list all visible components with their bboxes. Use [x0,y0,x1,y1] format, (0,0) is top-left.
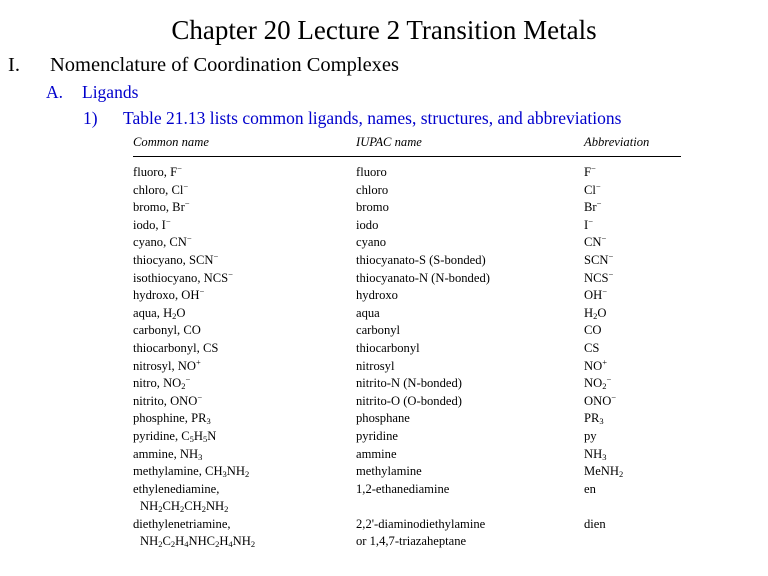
cell-abbreviation [584,463,623,481]
superscript: − [611,391,617,402]
superscript: − [601,233,607,244]
slide-title: Chapter 20 Lecture 2 Transition Metals [171,15,597,45]
formula-part: cyano, CN [133,235,187,250]
cell-abbreviation [584,287,607,305]
superscript: − [185,374,191,385]
cell-iupac-name: nitrito-O (O-bonded) [356,393,462,408]
table-row [133,305,681,323]
formula-part: CS [584,340,600,355]
cell-iupac-name: aqua [356,305,380,320]
subscript: 3 [599,416,604,427]
cell-abbreviation [584,305,606,323]
formula-part: NH [226,464,245,479]
cell-iupac-name: 1,2-ethanediamine [356,481,450,496]
formula-part: SCN [584,252,609,267]
formula-part: OH [584,288,603,303]
subscript: 3 [222,469,227,480]
formula-part: methylamine, CH [133,464,223,479]
subscript: 2 [245,469,250,480]
formula-part: I [584,217,589,232]
formula-part: NO [584,376,603,391]
formula-part: nitrito, ONO [133,393,198,408]
subscript: 2 [618,469,624,480]
table-row [133,446,681,464]
outline-level2-letter: A. [46,82,64,102]
outline-level1-number: I. [8,54,20,76]
superscript: − [606,374,612,385]
cell-iupac-name: iodo [356,217,379,232]
subscript: 2 [250,539,256,550]
cell-abbreviation [584,199,601,217]
superscript: − [213,250,219,261]
formula-part: NHC [188,534,216,549]
cell-common-name [133,164,182,182]
cell-iupac-name: thiocarbonyl [356,340,420,355]
formula-part: iodo, I [133,217,166,232]
cell-common-name [133,287,204,305]
table-row [133,463,681,481]
formula-part: fluoro, F [133,165,178,179]
cell-abbreviation [584,358,607,376]
cell-iupac-name: pyridine [356,428,398,443]
formula-part: bromo, Br [133,200,185,215]
cell-abbreviation [584,375,611,393]
subscript: 5 [189,433,194,444]
subscript: 2 [170,539,176,550]
table-row [133,375,681,393]
formula-part: H [175,534,185,549]
superscript: − [177,163,182,173]
formula-part: ethylenediamine, [133,481,220,496]
formula-part: chloro, Cl [133,182,184,197]
formula-part: hydroxo, OH [133,288,200,303]
superscript: − [595,180,601,191]
table-row [133,217,681,235]
cell-iupac-name: carbonyl [356,323,401,338]
cell-iupac-name: methylamine [356,464,422,479]
subscript: 2 [158,504,163,515]
formula-part: thiocyano, SCN [133,252,214,267]
cell-common-name [133,446,202,464]
superscript: − [183,180,189,191]
cell-common-name [133,410,211,428]
cell-abbreviation [584,270,613,288]
formula-part: O [176,305,186,320]
formula-part: thiocarbonyl, CS [133,340,219,355]
table-row [133,393,681,411]
cell-iupac-name: phosphane [356,411,410,426]
formula-part: pyridine, C [133,428,190,443]
table-row [133,164,681,182]
superscript: − [197,391,203,402]
table-row [133,498,681,516]
cell-iupac-name: ammine [356,446,397,461]
cell-iupac-name: hydroxo [356,288,398,303]
subscript: 4 [228,539,233,550]
superscript: − [596,198,602,209]
header-iupac-name: IUPAC name [356,135,422,149]
outline-level1-text: Nomenclature of Coordination Complexes [50,54,399,76]
cell-common-name [133,252,218,270]
cell-iupac-name: thiocyanato-S (S-bonded) [356,252,486,267]
formula-part: NCS [584,270,609,285]
superscript: − [199,286,205,297]
table-row [133,287,681,305]
cell-abbreviation [584,234,606,252]
cell-common-name [133,340,218,358]
subscript: 3 [198,451,203,462]
cell-common-name [133,217,171,235]
formula-part: diethylenetriamine, [133,516,231,531]
header-abbreviation: Abbreviation [584,135,650,149]
header-common-name: Common name [133,135,209,149]
formula-part: MeNH [584,464,619,479]
superscript: − [591,163,596,173]
cell-abbreviation [584,410,604,428]
table-row [133,340,681,358]
formula-part: nitrosyl, NO [133,358,196,373]
cell-abbreviation [584,481,596,499]
cell-common-name [133,322,201,340]
cell-common-name [133,305,186,323]
formula-part: F [584,165,592,179]
subscript: 3 [602,451,607,462]
formula-part: phosphine, PR [133,411,207,426]
formula-part: en [584,481,596,496]
subscript: 2 [224,504,229,515]
superscript: − [602,286,607,297]
cell-abbreviation [584,428,597,446]
formula-part: ammine, NH [133,446,199,461]
subscript: 2 [172,310,177,321]
subscript: 2 [593,310,598,321]
cell-iupac-name: bromo [356,200,389,215]
cell-abbreviation [584,393,616,411]
cell-iupac-name: nitrito-N (N-bonded) [356,376,462,391]
cell-common-name [133,463,249,481]
subscript: 2 [158,539,163,550]
header-rule [133,156,681,157]
formula-part: NH [232,534,251,549]
cell-iupac-name: cyano [356,235,387,250]
table-row [133,428,681,446]
cell-common-name [133,375,190,393]
cell-common-name [133,234,192,252]
cell-common-name [133,199,190,217]
table-row [133,358,681,376]
superscript: − [588,215,593,226]
formula-part: NH [140,534,159,549]
table-row [133,199,681,217]
formula-part: ONO [584,393,612,408]
superscript: − [184,198,190,209]
formula-part: isothiocyano, NCS [133,270,229,285]
ligand-table-header [133,133,681,155]
outline-level3-text: Table 21.13 lists common ligands, names, structures, and abbreviations [123,108,622,128]
formula-part: O [597,305,607,320]
superscript: − [608,268,614,279]
superscript: − [228,268,233,279]
cell-common-name [133,270,233,288]
formula-part: NH [140,499,159,514]
cell-iupac-name: 2,2'-diaminodiethylamine [356,516,486,531]
subscript: 4 [184,539,189,550]
formula-part: dien [584,516,606,531]
table-row [133,252,681,270]
superscript: + [195,356,201,367]
cell-abbreviation [584,164,596,182]
cell-common-name [133,182,188,200]
table-row [133,270,681,288]
subscript: 5 [203,433,208,444]
subscript: 2 [181,381,186,392]
subscript: 2 [215,539,220,550]
formula-part: NO [584,358,603,373]
table-row [133,234,681,252]
superscript: − [608,250,614,261]
formula-part: N [207,428,217,443]
formula-part: aqua, H [133,305,173,320]
cell-common-name [140,533,255,551]
cell-abbreviation [584,322,602,340]
formula-part: Cl [584,182,596,197]
formula-part: CH [162,499,180,514]
formula-part: H [584,305,594,320]
cell-iupac-name: thiocyanato-N (N-bonded) [356,270,490,285]
cell-abbreviation [584,516,606,534]
cell-abbreviation [584,252,613,270]
cell-abbreviation [584,340,599,358]
formula-part: CO [584,323,602,338]
cell-common-name [133,393,202,411]
formula-part: H [193,428,204,443]
formula-part: CN [584,235,602,250]
cell-common-name [133,428,216,446]
cell-abbreviation [584,446,606,464]
cell-iupac-name: nitrosyl [356,358,395,373]
formula-part: C [162,534,171,549]
cell-common-name [133,481,219,499]
formula-part: Br [584,200,597,215]
formula-part: NH [205,499,225,514]
formula-part: nitro, NO [133,376,182,391]
formula-part: H [219,534,229,549]
formula-part: CH [184,499,202,514]
subscript: 2 [602,381,607,392]
cell-common-name [133,516,231,534]
table-row [133,410,681,428]
subscript: 3 [206,416,211,427]
outline-level2-text: Ligands [82,82,139,102]
formula-part: py [584,428,597,443]
table-row [133,516,681,534]
table-row [133,533,681,551]
cell-iupac-name: or 1,4,7-triazaheptane [356,534,467,549]
outline-level3-number: 1) [83,108,98,128]
formula-part: carbonyl, CO [133,323,201,338]
formula-part: PR [584,411,600,426]
cell-iupac-name: fluoro [356,165,387,179]
superscript: − [165,215,171,226]
table-row [133,182,681,200]
cell-abbreviation [584,217,593,235]
subscript: 2 [201,504,206,515]
cell-iupac-name: chloro [356,182,389,197]
superscript: − [186,233,192,244]
superscript: + [602,356,607,367]
table-row [133,481,681,499]
cell-common-name [133,358,201,376]
ligand-table [133,133,681,550]
cell-common-name [140,498,228,516]
table-row [133,322,681,340]
ligand-table-body [133,164,681,551]
cell-abbreviation [584,182,601,200]
formula-part: NH [584,446,603,461]
subscript: 2 [179,504,185,515]
